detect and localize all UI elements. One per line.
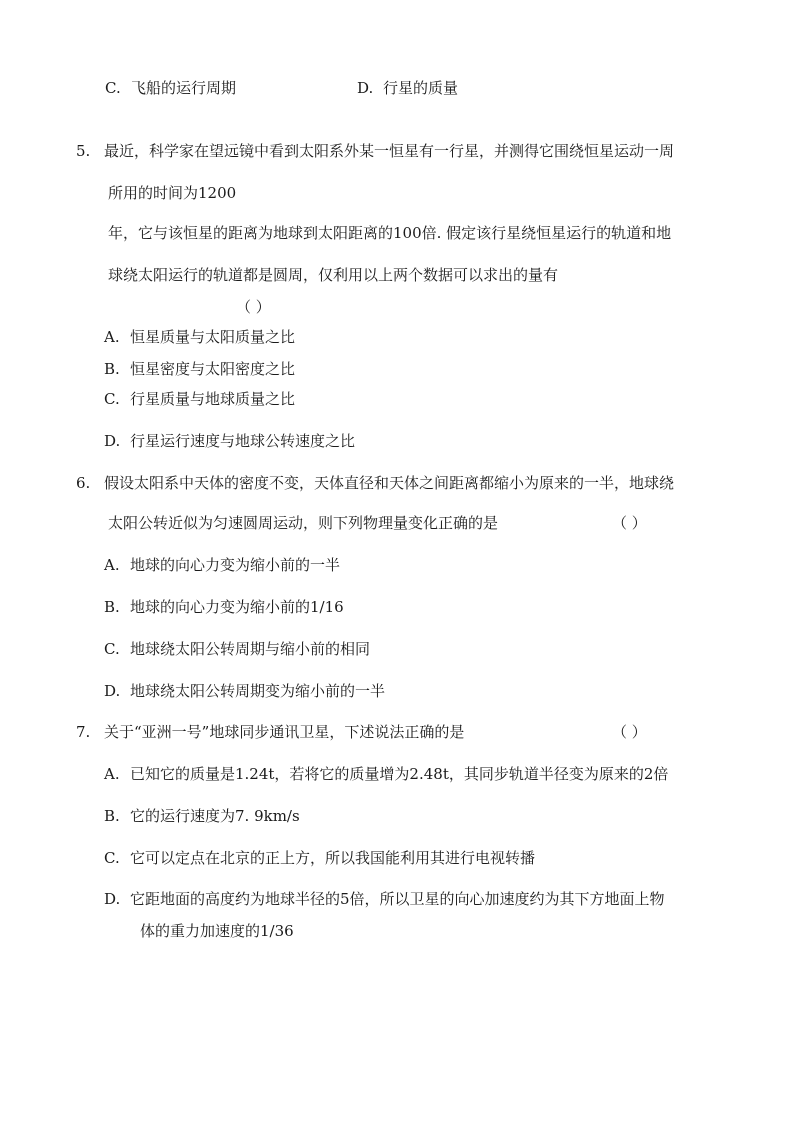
option-text: 行星运行速度与地球公转速度之比 [130,432,356,450]
q5-stem-line-1 [76,141,674,161]
question-number: 7. [76,723,91,741]
q5-option-c [104,389,295,409]
q6-stem-line-2: 太阳公转近似为匀速圆周运动，则下列物理量变化正确的是 [108,514,499,532]
question-text: 最近，科学家在望远镜中看到太阳系外某一恒星有一行星，并测得它围绕恒星运动一周 [104,142,675,160]
q5-option-d [104,431,355,451]
option-text: 地球绕太阳公转周期与缩小前的相同 [130,640,371,658]
q6-stem-line-1 [76,473,674,493]
q5-stem-line-2: 所用的时间为1200 [108,184,237,202]
q7-option-d [104,889,665,909]
q5-stem-line-4: 球绕太阳运行的轨道都是圆周，仅利用以上两个数据可以求出的量有 [108,266,559,284]
q7-option-b [104,806,300,826]
question-text: 假设太阳系中天体的密度不变，天体直径和天体之间距离都缩小为原来的一半，地球绕 [104,474,675,492]
option-label: D. [104,682,121,700]
option-label: B. [104,807,120,825]
option-text: 它可以定点在北京的正上方，所以我国能利用其进行电视转播 [130,849,536,867]
q4-option-d [357,78,458,98]
option-text: 地球的向心力变为缩小前的1/16 [130,598,344,616]
option-text: 行星质量与地球质量之比 [130,390,296,408]
q5-stem-line-3: 年，它与该恒星的距离为地球到太阳距离的100倍. 假定该行星绕恒星运行的轨道和地 [108,224,672,242]
q7-option-a [104,764,668,784]
option-text: 恒星密度与太阳密度之比 [130,360,296,378]
option-label: C. [104,849,120,867]
option-label: C. [105,79,121,97]
option-label: B. [104,360,120,378]
q6-option-d [104,681,385,701]
q5-option-a [104,327,295,347]
option-text: 地球绕太阳公转周期变为缩小前的一半 [130,682,386,700]
option-label: D. [357,79,374,97]
q4-option-c [105,78,236,98]
answer-blank: （ ） [612,514,647,532]
q6-option-c [104,639,370,659]
q6-option-b [104,597,344,617]
question-number: 6. [76,474,91,492]
option-text: 行星的质量 [383,79,459,97]
q7-option-d-continuation: 体的重力加速度的1/36 [140,922,294,940]
option-label: A. [104,328,120,346]
option-text: 飞船的运行周期 [131,79,237,97]
option-text: 已知它的质量是1.24t，若将它的质量增为2.48t，其同步轨道半径变为原来的2倍 [130,765,669,783]
option-label: A. [104,556,120,574]
option-text: 它距地面的高度约为地球半径的5倍，所以卫星的向心加速度约为其下方地面上物 [130,890,665,908]
q5-option-b [104,359,295,379]
q6-option-a [104,555,340,575]
option-text: 地球的向心力变为缩小前的一半 [130,556,341,574]
option-label: B. [104,598,120,616]
answer-blank: （ ） [612,723,647,741]
question-number: 5. [76,142,91,160]
q7-option-c [104,848,535,868]
option-label: D. [104,890,121,908]
option-label: C. [104,640,120,658]
option-label: A. [104,765,120,783]
q7-stem-line-1 [76,722,464,742]
question-text: 关于“亚洲一号”地球同步通讯卫星，下述说法正确的是 [104,723,465,741]
option-text: 它的运行速度为7. 9km/s [130,807,300,825]
answer-blank: （ ） [236,298,271,316]
option-text: 恒星质量与太阳质量之比 [130,328,296,346]
option-label: C. [104,390,120,408]
option-label: D. [104,432,121,450]
